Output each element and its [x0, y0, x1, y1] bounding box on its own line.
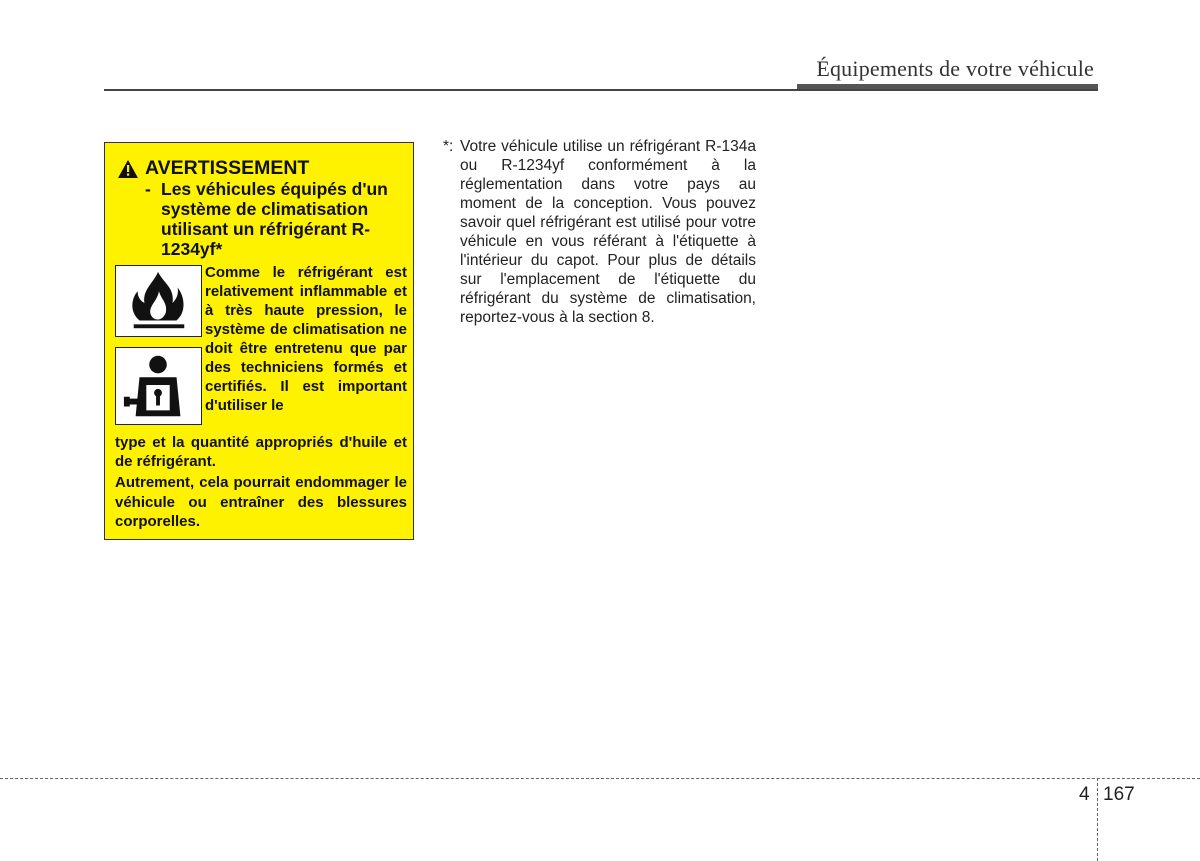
- warning-heading-text: AVERTISSEMENT: [145, 157, 310, 179]
- mechanic-icon: [116, 348, 201, 424]
- footer-rule: [0, 778, 1200, 779]
- flame-icon: [116, 266, 201, 336]
- warning-subtitle: [145, 179, 407, 259]
- footer-divider: [1097, 778, 1098, 861]
- warning-body-text: Comme le réfrigérant est relativement inflammable et à très haute pression, le système de climatisation ne doit être entretenu que par des techniciens formés et certifiés. Il est important d'utiliser le: [205, 264, 407, 414]
- note-marker: *:: [443, 138, 454, 155]
- note-text: Votre véhicule utilise un réfrigérant R-134a ou R-1234yf conformément à la réglementation dans votre pays au moment de la conception. Vous pouvez savoir quel réfrigérant est utilisé pour votre véhicule en vous référant à l'étiquette à l'intérieur du capot. Pour plus de détails sur l'emplacement de l'étiquette du réfrigérant du système de climatisation, reportez-vous à la section 8.: [460, 138, 756, 326]
- warning-box: [104, 142, 414, 540]
- refrigerant-note: [443, 137, 756, 327]
- page-number: 167: [1103, 784, 1135, 805]
- flammable-icon: [115, 265, 202, 337]
- warning-subtitle-text: Les véhicules équipés d'un système de climatisation utilisant un réfrigérant R-1234yf*: [161, 179, 388, 259]
- technician-icon: [115, 347, 202, 425]
- page-header-title: Équipements de votre véhicule: [816, 56, 1094, 81]
- warning-triangle-icon: [117, 159, 139, 179]
- header-rule: [104, 89, 1098, 91]
- warning-body-continued: type et la quantité appropriés d'huile et de réfrigérant.: [115, 434, 407, 470]
- warning-consequence-text: Autrement, cela pourrait endommager le véhicule ou entraîner des blessures corporelles.: [115, 474, 407, 530]
- warning-subtitle-dash: -: [145, 179, 151, 199]
- chapter-number: 4: [1079, 784, 1090, 805]
- warning-heading: [117, 157, 309, 180]
